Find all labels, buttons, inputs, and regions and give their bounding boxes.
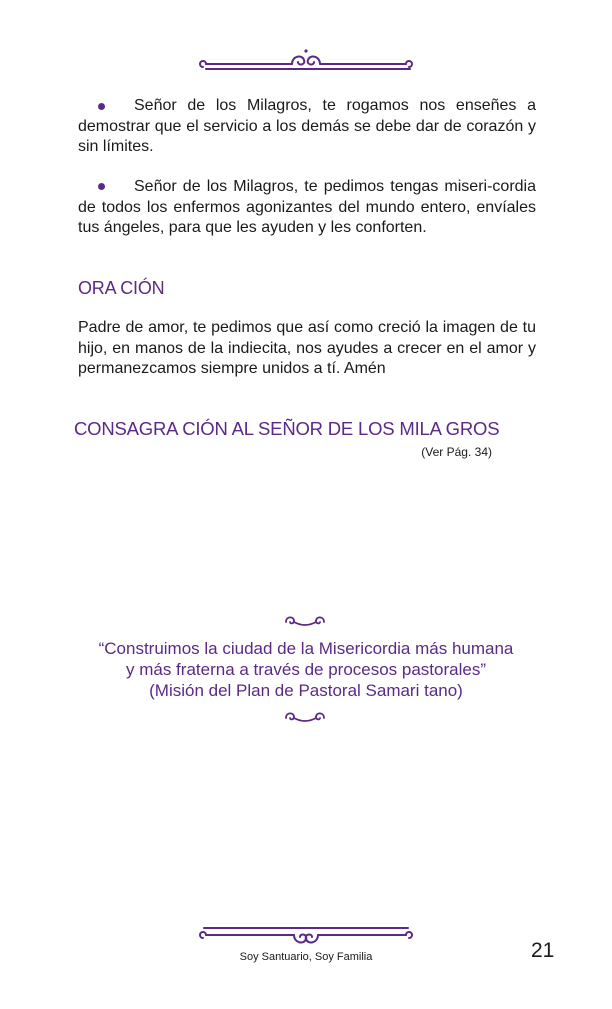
top-ornament (196, 44, 416, 74)
section-heading-oracion: ORA CIÓN (78, 278, 165, 298)
bottom-ornament (196, 924, 416, 950)
page-number: 21 (531, 939, 555, 962)
section-heading-consagracion: CONSAGRA CIÓN AL SEÑOR DE LOS MILA GROS (74, 418, 500, 439)
quote-line-2: y más fraterna a través de procesos pastorales” (126, 660, 486, 679)
footer-text: Soy Santuario, Soy Familia (239, 951, 373, 963)
small-ornament-top (282, 612, 328, 628)
quote-line-1: “Construimos la ciudad de la Misericordia más humana (98, 639, 514, 658)
page-reference: (Ver Pág. 34) (421, 445, 492, 459)
prayer-text: Padre de amor, te pedimos que así como creció la imagen de tu hijo, en manos de la indiecita, nos ayudes a crecer en el amor y permanezcamos siempre unidos a tí. Amén (78, 319, 536, 377)
quote-line-3: (Misión del Plan de Pastoral Samari tano) (149, 681, 463, 700)
bullet-item-1: Señor de los Milagros, te rogamos nos enseñes a demostrar que el servicio a los demás se debe dar de corazón y sin límites. (78, 97, 536, 155)
bullet-item-2: Señor de los Milagros, te pedimos tengas miseri-cordia de todos los enfermos agonizantes del mundo entero, envíales tus ángeles, para que les ayuden y les conforten. (78, 178, 536, 236)
quote-block (60, 638, 552, 701)
small-ornament-bottom (282, 708, 328, 724)
